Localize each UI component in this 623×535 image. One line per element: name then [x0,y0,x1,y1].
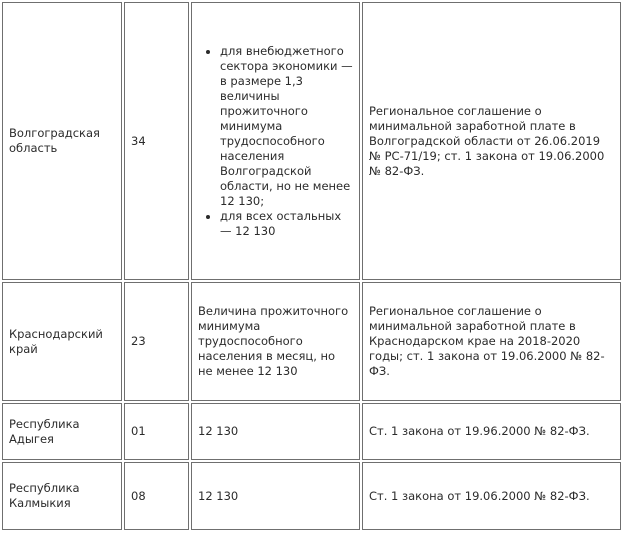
legal-basis-cell [362,282,621,401]
wage-amount-cell [191,2,360,280]
region-cell [2,282,122,401]
region-cell [2,403,122,460]
region-code: 08 [131,488,146,503]
region-name: Краснодарский край [9,326,103,356]
region-name: Республика Калмыкия [9,481,80,510]
region-cell [2,462,122,530]
legal-basis-cell [362,403,621,460]
wage-amount-cell [191,462,360,530]
legal-basis-text: Ст. 1 закона от 19.06.2000 № 82-ФЗ. [369,488,590,503]
legal-basis-text: Региональное соглашение о минимальной заработной плате в Краснодарском крае на 2018-2020 годы; ст. 1 закона от 19.06.2000 № 82-ФЗ. [369,304,605,378]
table-row [2,282,621,401]
region-code-cell [124,2,189,280]
legal-basis-cell [362,2,621,280]
list-item: • для всех остальных — 12 130 [220,209,353,239]
region-code: 23 [131,334,146,348]
list-item: • для внебюджетного сектора экономики — в размере 1,3 величины прожиточного минимума трудоспособного населения Волгоградской области, но не менее 12 130; [220,44,353,209]
legal-basis-text: Ст. 1 закона от 19.96.2000 № 82-ФЗ. [369,424,590,438]
region-cell [2,2,122,280]
wage-amount-cell [191,282,360,401]
legal-basis-text: Региональное соглашение о минимальной заработной плате в Волгоградской области от 26.06.2019 № РС-71/19; ст. 1 закона от 19.06.2000 № 82-ФЗ. [369,103,605,178]
wage-amount-list [198,44,353,239]
wage-amount-text: 12 130 [198,424,239,438]
region-code: 34 [131,133,146,148]
table-row [2,2,621,280]
wage-amount-text: Величина прожиточного минимума трудоспособного населения в месяц, но не менее 12 130 [198,304,349,378]
wage-amount-text: 12 130 [198,488,239,503]
region-name: Волгоградская область [9,126,100,155]
region-code-cell [124,403,189,460]
region-name: Республика Адыгея [9,416,80,446]
legal-basis-cell [362,462,621,530]
region-code: 01 [131,424,146,438]
region-code-cell [124,462,189,530]
region-code-cell [124,282,189,401]
wage-amount-cell [191,403,360,460]
table-row [2,403,621,460]
table-row [2,462,621,530]
